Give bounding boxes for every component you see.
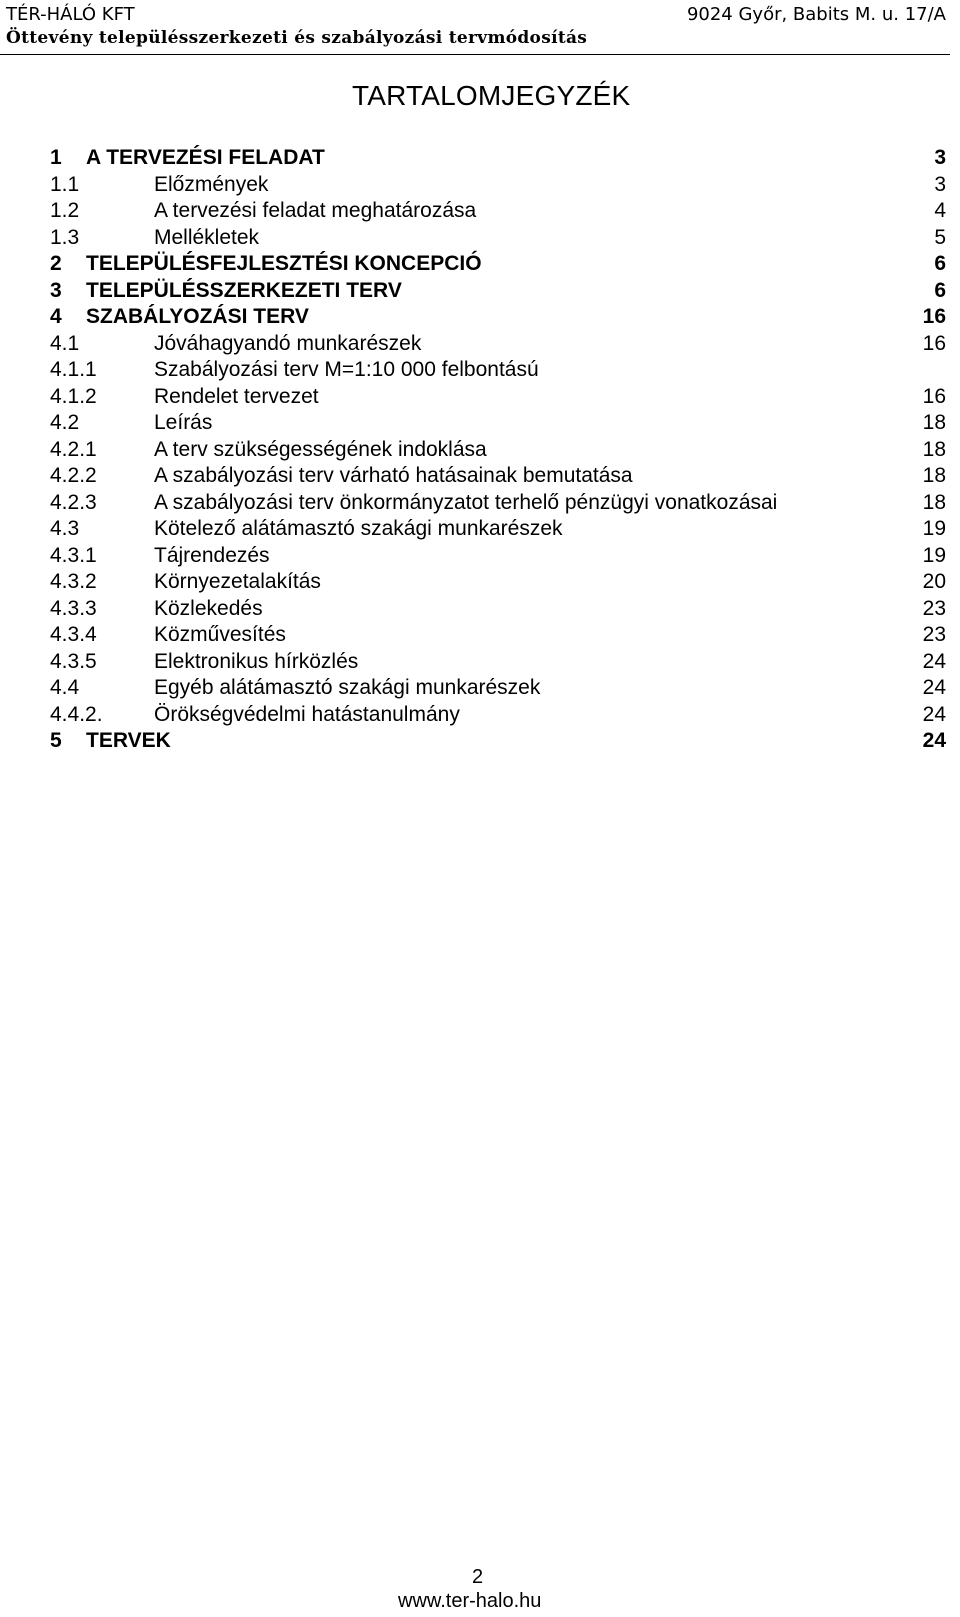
toc-entry-title: TERVEK (86, 729, 171, 752)
toc-entry[interactable] (50, 357, 946, 384)
toc-entry-number: 4.3 (50, 517, 80, 540)
toc-entry-number: 4.3.2 (50, 570, 97, 593)
toc-entry[interactable] (50, 596, 946, 623)
company-name: TÉR-HÁLÓ KFT (6, 4, 135, 25)
toc-entry-number: 4.1 (50, 331, 80, 355)
toc-entry[interactable] (50, 702, 946, 729)
toc-entry[interactable] (50, 251, 946, 278)
toc-entry-title: A terv szükségességének indoklása (154, 437, 487, 461)
toc-entry-title: Közművesítés (154, 623, 286, 646)
toc-entry-page: 19 (922, 517, 946, 540)
toc-entry-title: Egyéb alátámasztó szakági munkarészek (154, 676, 541, 699)
toc-entry-title: Rendelet tervezet (154, 384, 319, 408)
document-subtitle: Öttevény településszerkezeti és szabályozási tervmódosítás (6, 28, 588, 48)
toc-entry[interactable] (50, 304, 946, 331)
toc-entry-title: Közlekedés (154, 596, 263, 620)
page-header (0, 0, 950, 55)
toc-entry[interactable] (50, 145, 946, 172)
page-number: 2 (472, 1566, 484, 1588)
toc-entry-page: 23 (922, 623, 946, 646)
toc-entry-page: 24 (922, 702, 946, 726)
toc-entry-page: 23 (922, 596, 946, 620)
table-of-contents (50, 145, 946, 755)
toc-entry-title: Előzmények (154, 172, 269, 196)
toc-entry-page: 18 (922, 411, 946, 434)
toc-entry-number: 4.1.1 (50, 358, 97, 381)
toc-entry-title: TELEPÜLÉSSZERKEZETI TERV (86, 278, 402, 302)
toc-entry-number: 4.1.2 (50, 384, 97, 408)
toc-entry[interactable] (50, 384, 946, 411)
toc-entry-page: 3 (934, 146, 946, 169)
toc-entry-title: Kötelező alátámasztó szakági munkarészek (154, 517, 563, 540)
toc-entry-title: Szabályozási terv M=1:10 000 felbontású (154, 358, 539, 381)
toc-entry-number: 4.3.4 (50, 623, 97, 646)
toc-entry-page: 6 (934, 252, 946, 275)
toc-entry-page: 18 (922, 490, 946, 514)
toc-entry[interactable] (50, 437, 946, 464)
toc-entry[interactable] (50, 569, 946, 596)
toc-entry-page: 4 (934, 199, 946, 222)
toc-entry-page: 16 (922, 305, 946, 328)
toc-entry[interactable] (50, 490, 946, 517)
footer-website: www.ter-halo.hu (398, 1590, 542, 1612)
toc-entry-page: 19 (922, 543, 946, 567)
toc-entry-number: 4.4.2. (50, 702, 103, 726)
toc-entry-number: 4.2.2 (50, 464, 97, 487)
toc-entry-number: 1.3 (50, 225, 80, 249)
toc-entry-title: A tervezési feladat meghatározása (154, 199, 477, 222)
toc-entry-page: 3 (934, 172, 946, 196)
toc-entry-page: 24 (922, 729, 946, 752)
toc-entry-title: Leírás (154, 411, 213, 434)
toc-entry[interactable] (50, 410, 946, 437)
toc-entry-number: 4.2.3 (50, 490, 97, 514)
toc-title: TARTALOMJEGYZÉK (352, 80, 631, 111)
toc-entry-page: 18 (922, 437, 946, 461)
toc-entry[interactable] (50, 225, 946, 252)
toc-entry-title: A TERVEZÉSI FELADAT (86, 146, 325, 169)
toc-entry-number: 1 (50, 146, 62, 169)
toc-entry-number: 4.3.3 (50, 596, 97, 620)
toc-entry-number: 4.3.5 (50, 649, 97, 673)
toc-entry-number: 4.2 (50, 411, 80, 434)
toc-entry-page: 24 (922, 649, 946, 673)
toc-entry[interactable] (50, 172, 946, 199)
toc-entry[interactable] (50, 198, 946, 225)
toc-entry[interactable] (50, 278, 946, 305)
toc-entry-title: TELEPÜLÉSFEJLESZTÉSI KONCEPCIÓ (86, 252, 482, 275)
toc-entry-number: 4 (50, 305, 62, 328)
toc-entry[interactable] (50, 516, 946, 543)
toc-entry[interactable] (50, 331, 946, 358)
toc-entry-title: A szabályozási terv várható hatásainak bemutatása (154, 464, 633, 487)
toc-entry-title: SZABÁLYOZÁSI TERV (86, 305, 309, 328)
toc-entry-page: 16 (922, 384, 946, 408)
toc-entry-title: Tájrendezés (154, 543, 270, 567)
toc-entry[interactable] (50, 649, 946, 676)
toc-entry[interactable] (50, 675, 946, 702)
toc-entry-page: 6 (934, 278, 946, 302)
toc-entry[interactable] (50, 728, 946, 755)
toc-entry-page: 16 (922, 331, 946, 355)
toc-entry[interactable] (50, 622, 946, 649)
toc-entry-number: 4.2.1 (50, 437, 97, 461)
toc-entry-title: Mellékletek (154, 225, 260, 249)
toc-entry[interactable] (50, 543, 946, 570)
company-address: 9024 Győr, Babits M. u. 17/A (686, 4, 946, 25)
toc-entry-page: 18 (922, 464, 946, 487)
toc-entry-number: 5 (50, 729, 62, 752)
toc-entry-title: Örökségvédelmi hatástanulmány (154, 702, 460, 726)
toc-entry-page: 20 (922, 570, 946, 593)
toc-entry[interactable] (50, 463, 946, 490)
toc-entry-number: 3 (50, 278, 62, 302)
toc-entry-page: 5 (934, 225, 946, 249)
toc-entry-title: A szabályozási terv önkormányzatot terhelő pénzügyi vonatkozásai (154, 490, 778, 514)
toc-entry-title: Jóváhagyandó munkarészek (154, 331, 422, 355)
toc-entry-number: 4.4 (50, 676, 80, 699)
toc-entry-number: 1.1 (50, 172, 80, 196)
toc-entry-number: 2 (50, 252, 62, 275)
toc-entry-page: 24 (922, 676, 946, 699)
toc-entry-title: Elektronikus hírközlés (154, 649, 359, 673)
toc-entry-number: 4.3.1 (50, 543, 97, 567)
toc-entry-number: 1.2 (50, 199, 80, 222)
toc-entry-title: Környezetalakítás (154, 570, 321, 593)
